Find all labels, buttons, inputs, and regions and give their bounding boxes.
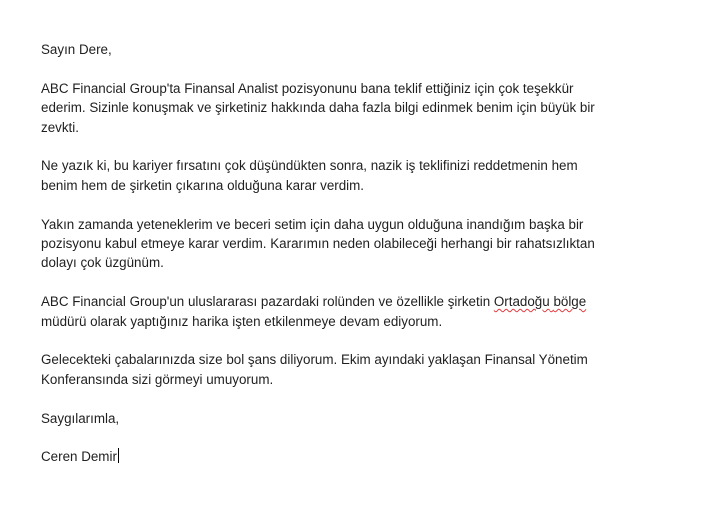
paragraph-line: ABC Financial Group'ta Finansal Analist pozisyonunu bana teklif ettiğiniz için çok teşekkür (41, 80, 574, 96)
signature-name: Ceren Demir (41, 449, 117, 465)
paragraph-admiration (41, 292, 681, 331)
closing: Saygılarımla, (41, 410, 120, 426)
salutation: Sayın Dere, (41, 42, 112, 57)
spellcheck-flagged-word[interactable]: Ortadoğu (493, 294, 550, 310)
text-cursor (118, 448, 119, 463)
paragraph-line: ABC Financial Group'un uluslararası pazardaki rolünden ve özellikle şirketin Ortadoğu bölge (41, 294, 587, 310)
paragraph-line: Konferansında sizi görmeyi umuyorum. (41, 371, 274, 387)
paragraph-reason (41, 215, 681, 273)
paragraph-line: pozisyonu kabul etmeye karar verdim. Kararımın neden olabileceği herhangi bir rahatsızlıktan (41, 236, 595, 252)
paragraph-line: ederim. Sizinle konuşmak ve şirketiniz hakkında daha fazla bilgi edinmek benim için büyük bir (41, 100, 595, 116)
paragraph-line: Gelecekteki çabalarınızda size bol şans diliyorum. Ekim ayındaki yaklaşan Finansal Yönetim (41, 352, 588, 368)
paragraph-line: benim hem de şirketin çıkarına olduğuna karar verdim. (41, 177, 365, 193)
signature (41, 447, 681, 466)
paragraph-line: zevkti. (41, 119, 79, 135)
paragraph-line: dolayı çok üzgünüm. (41, 255, 164, 271)
paragraph-decline (41, 156, 681, 195)
paragraph-line: Ne yazık ki, bu kariyer fırsatını çok düşündükten sonra, nazik iş teklifinizi reddetmenin hem (41, 158, 578, 174)
paragraph-wishes (41, 350, 681, 389)
paragraph-thanks (41, 79, 681, 137)
paragraph-line: müdürü olarak yaptığınız harika işten etkilenmeye devam ediyorum. (41, 313, 443, 329)
document-body[interactable] (41, 40, 681, 486)
spellcheck-flagged-word[interactable]: bölge (553, 294, 587, 310)
paragraph-line: Yakın zamanda yeteneklerim ve beceri setim için daha uygun olduğuna inandığım başka bir (41, 216, 584, 232)
